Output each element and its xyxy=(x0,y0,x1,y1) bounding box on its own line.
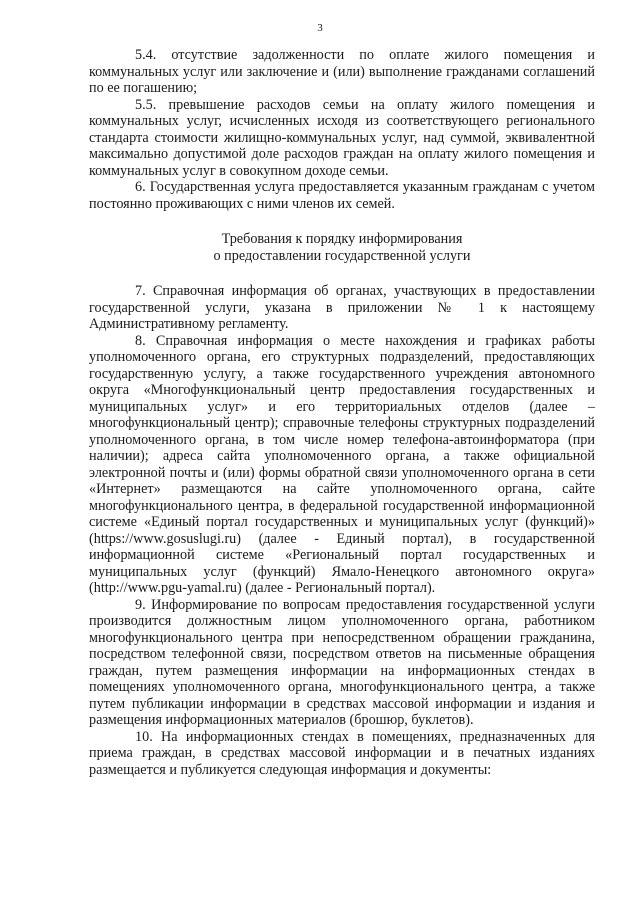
paragraph-10: 10. На информационных стендах в помещениях, предназначенных для приема граждан, в средствах массовой информации и в печатных изданиях размещается и публикуется следующая информация и документы: xyxy=(89,728,595,778)
document-body xyxy=(89,47,595,778)
section-heading-line-2: о предоставлении государственной услуги xyxy=(213,248,471,264)
section-heading xyxy=(89,231,595,265)
paragraph-5-4: 5.4. отсутствие задолженности по оплате жилого помещения и коммунальных услуг или заключение и (или) выполнение гражданами соглашений по ее погашению; xyxy=(89,47,595,96)
page-number: 3 xyxy=(317,22,323,34)
paragraph-9: 9. Информирование по вопросам предоставления государственной услуги производится должностным лицом уполномоченного органа, работником многофункционального центра при непосредственном обращении гражданина, посредством телефонной связи, посредством ответов на письменные обращения граждан, путем размещения информации на информационных стендах в помещениях уполномоченного органа, многофункционального центра, а также путем публикации информации в средствах массовой информации и издания и размещения информационных материалов (брошюр, буклетов). xyxy=(89,596,595,728)
section-heading-line-1: Требования к порядку информирования xyxy=(221,231,463,247)
paragraph-6: 6. Государственная услуга предоставляется указанным гражданам с учетом постоянно проживающих с ними членов их семей. xyxy=(89,179,595,212)
paragraph-7: 7. Справочная информация об органах, участвующих в предоставлении государственной услуги, указана в приложении № 1 к настоящему Административному регламенту. xyxy=(89,283,595,332)
paragraph-5-5: 5.5. превышение расходов семьи на оплату жилого помещения и коммунальных услуг, исчисленных исходя из соответствующего регионального стандарта стоимости жилищно-коммунальных услуг, над суммой, эквивалентной максимально допустимой доле расходов граждан на оплату жилого помещения и коммунальных услуг в совокупном доходе семьи. xyxy=(89,96,595,179)
paragraph-8: 8. Справочная информация о месте нахождения и графиках работы уполномоченного органа, его структурных подразделений, предоставляющих государственную услугу, а также государственного учреждения автономного округа «Многофункциональный центр предоставления государственных и муниципальных услуг» и его территориальных отделов (далее – многофункциональный центр); справочные телефоны структурных подразделений уполномоченного органа, в том числе номер телефона-автоинформатора (при наличии); адреса сайта уполномоченного органа, а также официальной электронной почты и (или) формы обратной связи уполномоченного органа в сети «Интернет» размещаются на сайте уполномоченного органа, сайте многофункционального центра, в федеральной государственной информационной системе «Единый портал государственных и муниципальных услуг (функций)» (https://www.gosuslugi.ru) (далее - Единый портал), в государственной информационной системе «Региональный портал государственных и муниципальных услуг (функций) Ямало-Ненецкого автономного округа» (http://www.pgu-yamal.ru) (далее - Региональный портал). xyxy=(89,332,595,596)
